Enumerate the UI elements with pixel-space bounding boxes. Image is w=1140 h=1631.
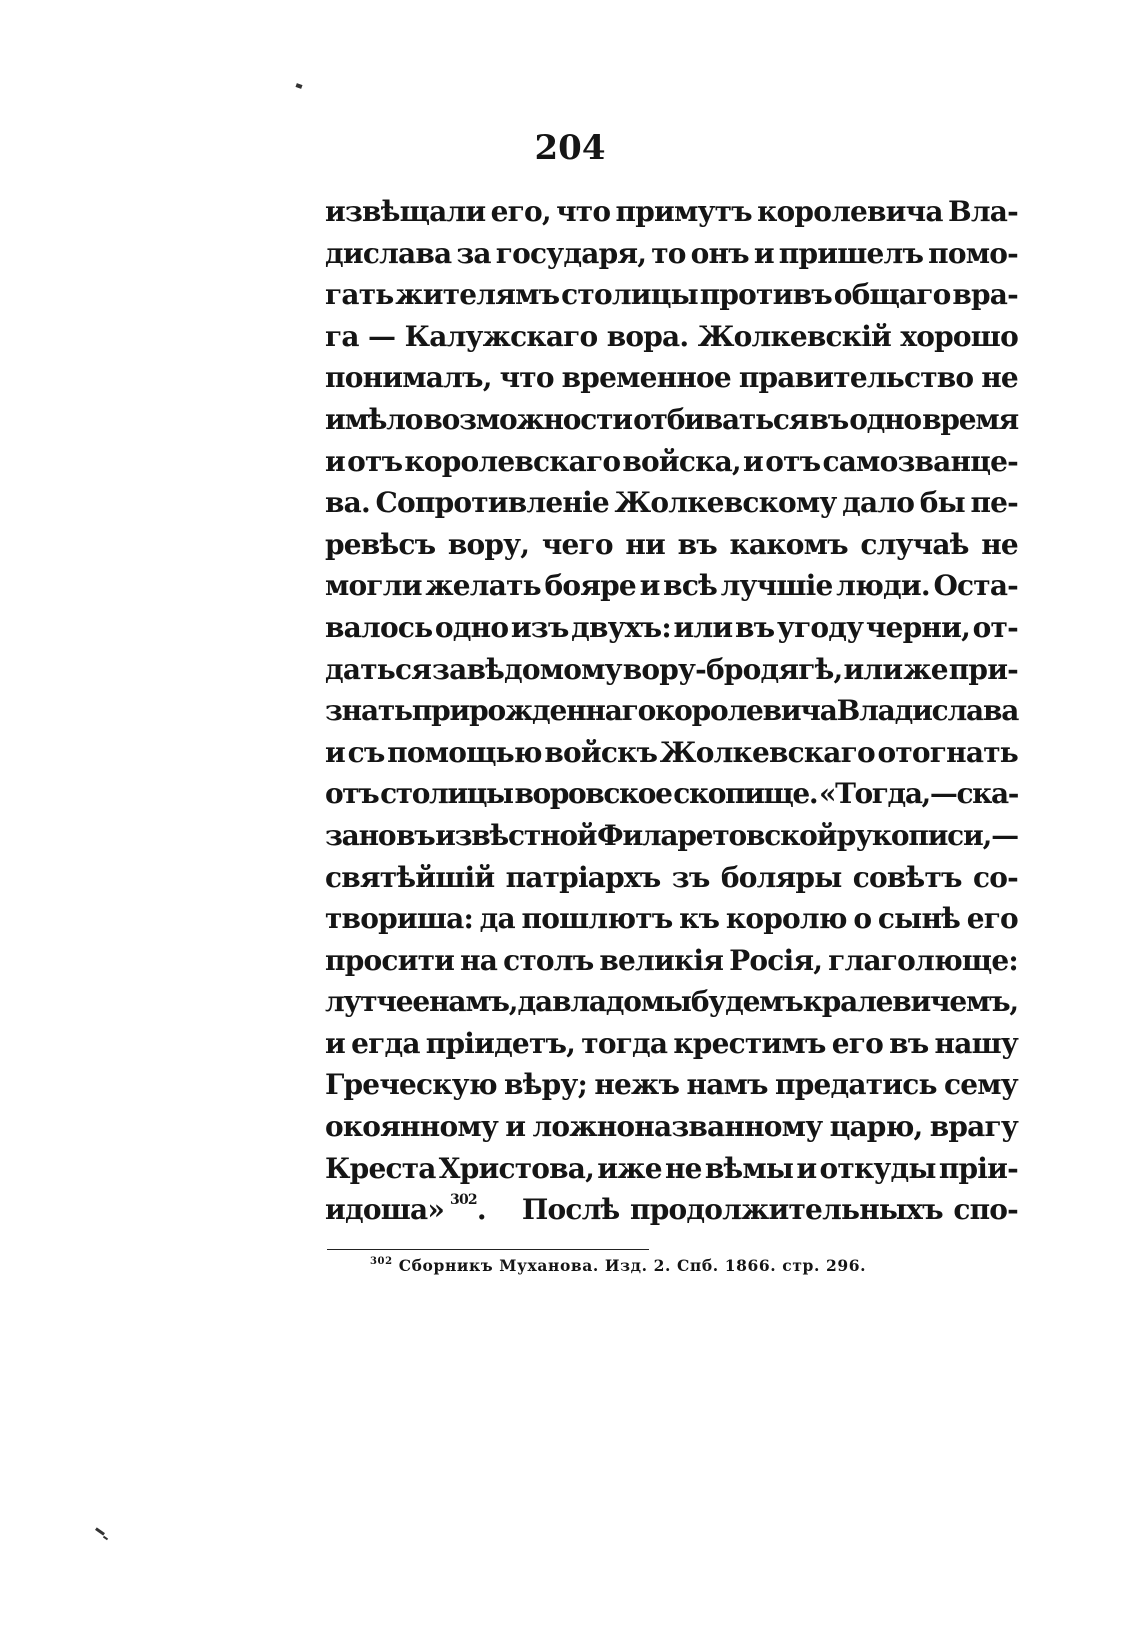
word: случаѣ (860, 527, 969, 561)
word: могли (325, 569, 422, 603)
word: лучшіе (720, 569, 833, 603)
word: ревѣсъ (325, 527, 436, 561)
word: и (325, 444, 345, 478)
word: изъ (510, 610, 569, 644)
text-line (325, 524, 1018, 566)
word: гать (325, 278, 394, 312)
word: двухъ: (571, 610, 671, 644)
word: хорошо (900, 319, 1018, 353)
word: патріархъ (505, 860, 661, 894)
word: да (479, 902, 515, 936)
word: или (843, 652, 903, 686)
word: извѣщали (325, 195, 486, 228)
word: твориша: (325, 902, 473, 936)
word: въ (809, 402, 848, 436)
word: черни, (865, 610, 971, 644)
word: Вла- (947, 195, 1018, 228)
text-line (325, 191, 1018, 233)
footnote-separator (327, 1249, 649, 1250)
word: вѣмы (704, 1151, 794, 1185)
word: вора. (606, 319, 689, 353)
text-line (325, 399, 1018, 441)
word: намъ, (429, 985, 518, 1019)
word: отъ (765, 444, 821, 478)
word: на (460, 943, 498, 977)
text-line (325, 233, 1018, 275)
word: въ (735, 610, 775, 644)
text-line (325, 773, 1018, 815)
text-line (325, 1148, 1018, 1190)
word: боляры (720, 860, 842, 894)
word: примутъ (615, 195, 752, 228)
word: онъ (690, 236, 749, 270)
word: зъ (671, 860, 710, 894)
word: спо- (953, 1193, 1018, 1227)
word: предатись (775, 1068, 937, 1102)
word: — (368, 319, 396, 353)
word: люди. (836, 569, 930, 603)
text-line (325, 1023, 1018, 1065)
word: прирожденнаго (411, 694, 656, 728)
word: нежъ (594, 1068, 680, 1102)
word: отъ (325, 777, 379, 811)
word: какомъ (729, 527, 848, 561)
last-line-start: идоша» (325, 1193, 445, 1227)
word: не (664, 1151, 702, 1185)
word: зано (325, 818, 396, 852)
word: возможности (423, 402, 632, 436)
word: пошлютъ (521, 902, 673, 936)
text-line (325, 607, 1018, 649)
word: отогнать (877, 735, 1018, 769)
footnote-text: Сборникъ Муханова. Изд. 2. Спб. 1866. стр. 296. (398, 1256, 867, 1275)
text-line (325, 815, 1018, 857)
word: самозванце- (822, 444, 1018, 478)
text-line (325, 940, 1018, 982)
word: не (981, 527, 1018, 561)
word: противъ (699, 278, 832, 312)
page-number: 204 (534, 128, 606, 168)
word: время (922, 402, 1018, 436)
text-line-last (325, 1189, 1018, 1231)
word: столицы (380, 777, 513, 811)
word: общаго (833, 278, 951, 312)
word: къ (679, 902, 720, 936)
word: дислава (325, 236, 452, 270)
word: королевскаго (404, 444, 621, 478)
word: въ (395, 818, 435, 852)
word: пе- (970, 486, 1018, 520)
word: кралевичемъ, (802, 985, 1018, 1019)
word: отъ (347, 444, 403, 478)
word: пріи- (938, 1151, 1018, 1185)
word: въ (889, 1026, 929, 1060)
word: одно (849, 402, 921, 436)
word: помощью (387, 735, 542, 769)
word: же (903, 652, 948, 686)
word: Калужскаго (404, 319, 598, 353)
word: что (556, 195, 611, 228)
footnote (370, 1256, 866, 1275)
word: ни (625, 527, 666, 561)
word: и (325, 735, 345, 769)
word: врагу (929, 1110, 1018, 1144)
word: Креста (325, 1151, 436, 1185)
word: откуды (819, 1151, 936, 1185)
word: за (456, 236, 491, 270)
word: Владислава (836, 694, 1019, 728)
word: рукописи,— (836, 818, 1018, 852)
word: тогда (581, 1026, 668, 1060)
word: понималъ, (325, 361, 492, 395)
word: Оста- (933, 569, 1018, 603)
word: правительство (738, 361, 974, 395)
text-line (325, 981, 1018, 1023)
word: временное (561, 361, 731, 395)
word: то (651, 236, 686, 270)
word: завѣдомому (432, 652, 622, 686)
word: «Тогда,—ска- (818, 777, 1018, 811)
word: Греческую (325, 1068, 497, 1102)
word: намъ (686, 1068, 768, 1102)
word: ложноназванному (532, 1110, 823, 1144)
word: государя, (495, 236, 647, 270)
text-line (325, 898, 1018, 940)
word: от- (972, 610, 1018, 644)
word: не (981, 361, 1018, 395)
word: и (796, 1151, 817, 1185)
body-text (325, 191, 1018, 1231)
word: дало (842, 486, 915, 520)
word: чего (541, 527, 613, 561)
word: совѣтъ (852, 860, 962, 894)
word: столицы (561, 278, 698, 312)
word: иже (597, 1151, 662, 1185)
word: знать (325, 694, 412, 728)
word: извѣстной (435, 818, 597, 852)
word: егда (351, 1026, 420, 1060)
text-line (325, 1106, 1018, 1148)
word: воровское (514, 777, 672, 811)
word: ва. (325, 486, 370, 520)
word: и (753, 236, 774, 270)
scan-speck-top (295, 83, 302, 89)
text-line (325, 441, 1018, 483)
word: Жолкевскаго (659, 735, 875, 769)
word: сынѣ (877, 902, 961, 936)
word: валось (325, 610, 433, 644)
word: со- (972, 860, 1018, 894)
word: царю, (829, 1110, 923, 1144)
word: отбиваться (633, 402, 809, 436)
word: и (743, 444, 764, 478)
word: га (325, 319, 359, 353)
word: что (499, 361, 554, 395)
word: въ (677, 527, 717, 561)
word: о (853, 902, 872, 936)
word: лутчее (325, 985, 429, 1019)
word: имѣло (325, 402, 423, 436)
word: владомы (552, 985, 691, 1019)
word: королевича (757, 195, 943, 228)
text-line (325, 316, 1018, 358)
word: или (673, 610, 733, 644)
word: его (966, 902, 1018, 936)
word: глаголюще: (828, 943, 1018, 977)
word: продолжительныхъ (630, 1193, 943, 1227)
word: даться (325, 652, 432, 686)
word: сему (944, 1068, 1018, 1102)
word: вра- (952, 278, 1018, 312)
word: его (831, 1026, 883, 1060)
word: одно (434, 610, 509, 644)
word: бы (919, 486, 965, 520)
word: Филаретовской (596, 818, 837, 852)
word: его, (490, 195, 551, 228)
word: пріидетъ, (425, 1026, 576, 1060)
word: Жолкевскому (614, 486, 837, 520)
word: столъ (503, 943, 594, 977)
text-line (325, 649, 1018, 691)
last-line-rest (522, 1189, 1018, 1231)
word: королю (725, 902, 847, 936)
word: Росія, (729, 943, 823, 977)
word: вѣру; (504, 1068, 588, 1102)
text-line (325, 274, 1018, 316)
last-line-period: . (476, 1193, 486, 1227)
scan-speck-bottom-tail (103, 1536, 108, 1541)
text-line (325, 357, 1018, 399)
word: вору, (447, 527, 530, 561)
word: крестимъ (673, 1026, 826, 1060)
word: пришелъ (778, 236, 924, 270)
word: королевича (655, 694, 837, 728)
text-line (325, 565, 1018, 607)
word: Послѣ (521, 1193, 620, 1227)
word: бояре (544, 569, 636, 603)
word: жителямъ (395, 278, 560, 312)
word: нашу (934, 1026, 1018, 1060)
word: желать (425, 569, 541, 603)
text-line (325, 482, 1018, 524)
word: вору-бродягѣ, (622, 652, 843, 686)
word: просити (325, 943, 455, 977)
word: Христова, (438, 1151, 595, 1185)
word: святѣйшій (325, 860, 495, 894)
word: и (325, 1026, 345, 1060)
word: да (517, 985, 552, 1019)
word: при- (948, 652, 1018, 686)
text-line (325, 857, 1018, 899)
word: войска, (622, 444, 741, 478)
word: будемъ (690, 985, 803, 1019)
word: угоду (776, 610, 864, 644)
word: войскъ (544, 735, 658, 769)
word: всѣ (663, 569, 717, 603)
text-line (325, 690, 1018, 732)
word: окоянному (325, 1110, 498, 1144)
word: скопище. (673, 777, 818, 811)
word: съ (347, 735, 385, 769)
text-line (325, 732, 1018, 774)
word: Жолкевскій (697, 319, 892, 353)
footnote-ref[interactable]: 302 (450, 1192, 477, 1209)
text-line (325, 1064, 1018, 1106)
word: и (505, 1110, 526, 1144)
word: Сопротивленіе (375, 486, 609, 520)
word: помо- (928, 236, 1018, 270)
word: и (639, 569, 660, 603)
word: великія (599, 943, 724, 977)
footnote-number: 302 (370, 1256, 393, 1267)
